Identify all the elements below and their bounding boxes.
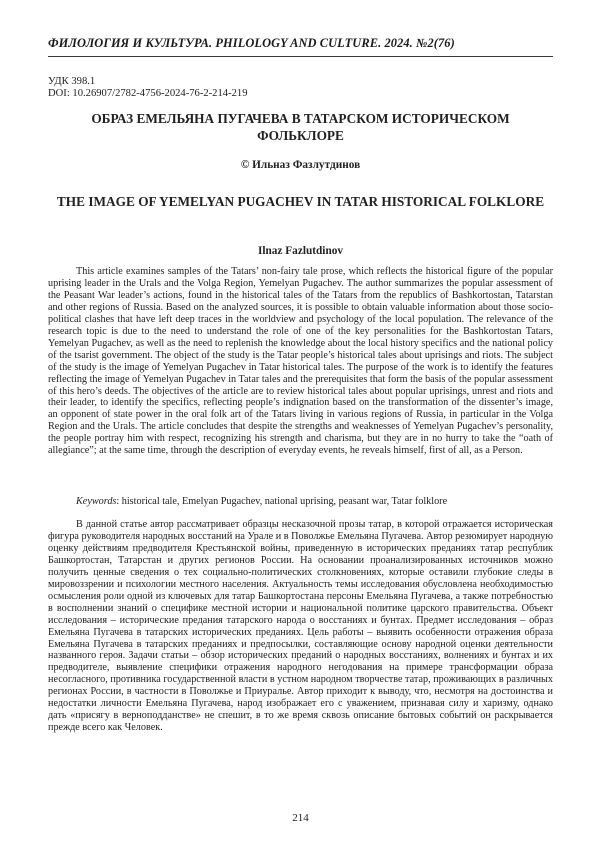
abstract-en: This article examines samples of the Tatars’ non-fairy tale prose, which reflects the historical figure of the popular uprising leader in the Urals and the Volga Region, Yemelyan Pugachev. The author summarizes the popular assessment of the Peasant War leader’s actions, found in the historical tales of the Tatars from the republics of Bashkortostan, Tatarstan and other regions of Russia. Based on the analyzed sources, it is possible to obtain valuable information about those socio-political clashes that have left deep traces in the worldview and psychology of the local population. The relevance of the research topic is due to the need to understand the role of one of the key personalities for the Bashkortostan Tatars, Yemelyan Pugachev, as well as the need to replenish the knowledge about the local history specifics and the national policy of the tsarist government. The object of the study is the Tatar people’s historical tales about uprisings and riots. The subject of the study is the image of Yemelyan Pugachev in Tatar historical tales. The purpose of the work is to identify the features reflecting the image of Yemelyan Pugachev in Tatar tales and the prerequisites that form the basis of the popular assessment of this hero’s deeds. The objectives of the article are to review historical tales about popular uprisings, unrest and riots and their leader, to identify the specifics, reflecting people’s indignation based on the transformation of the dissenter’s image, an opponent of state power in the oral folk art of the Tatars living in various regions of Russia, in particular in the Volga Region and the Urals. The article concludes that despite the strengths and weaknesses of Yemelyan Pugachev’s personality, the people portray him with respect, recognizing his strength and charisma, but they are in no hurry to take the “oath of allegiance”; at the same time, through the description of everyday events, he reveals himself, first of all, as a Person. [48, 266, 553, 457]
doi: DOI: 10.26907/2782-4756-2024-76-2-214-219 [48, 88, 248, 99]
article-title-ru: ОБРАЗ ЕМЕЛЬЯНА ПУГАЧЕВА В ТАТАРСКОМ ИСТОРИЧЕСКОМ ФОЛЬКЛОРЕ [91, 111, 510, 143]
running-head: ФИЛОЛОГИЯ И КУЛЬТУРА. PHILOLOGY AND CULTURE. 2024. №2(76) [48, 36, 455, 50]
keywords-label: Keywords [76, 496, 117, 507]
keywords [76, 496, 553, 508]
udc-code: УДК 398.1 [48, 76, 96, 87]
header-rule [48, 56, 553, 57]
annotation-ru: В данной статье автор рассматривает образцы несказочной прозы татар, в которой отражается историческая фигура руководителя народных восстаний на Урале и в Поволжье Емельяна Пугачева. Автор резюмирует народную оценку действиям предводителя Крестьянской войны, приведенную в исторических преданиях татар республик Башкортостан, Татарстан и других регионов России. На основании проанализированных источников можно получить ценные сведения о тех социально-политических столкновениях, которые оставили глубокие следы в мировоззрении и психологии местного населения. Актуальность темы исследования обусловлена необходимостью осмысления роли одной из ключевых для татар Башкортостана персоны Емельяна Пугачева, а также потребностью в восполнении знаний о специфике местной истории и национальной политике царского правительства. Объект исследования – исторические предания татарского народа о восстаниях и бунтах. Предмет исследования – образ Емельяна Пугачева в татарских исторических преданиях. Цель работы – выявить особенности отражения образа Емельяна Пугачева в татарских преданиях и предпосылки, составляющие основу народной оценки деятельности названного героя. Задачи статьи – обзор исторических преданий о народных восстаниях, волнениях и бунтах и их предводителе, выявление специфики отражения народного негодования на примере трансформации образа несогласного, противника государственной власти в устном народном творчестве татар, проживающих в различных регионах России, в частности в Поволжье и Приуралье. Автор приходит к выводу, что, несмотря на достоинства и недостатки личности Емельяна Пугачева, народ изображает его с уважением, признавая силу и харизму, однако дать «присягу в верноподданстве» не спешит, в то же время сквозь описание бытовых событий он раскрывается прежде всего как Человек. [48, 519, 553, 734]
author-name-en: Ilnaz Fazlutdinov [257, 245, 344, 257]
article-title-en: THE IMAGE OF YEMELYAN PUGACHEV IN TATAR HISTORICAL FOLKLORE [56, 194, 545, 209]
keywords-list: : historical tale, Emelyan Pugachev, national uprising, peasant war, Tatar folklore [116, 496, 448, 507]
page-number: 214 [292, 812, 309, 824]
author-name-ru: © Ильназ Фазлутдинов [240, 159, 361, 171]
